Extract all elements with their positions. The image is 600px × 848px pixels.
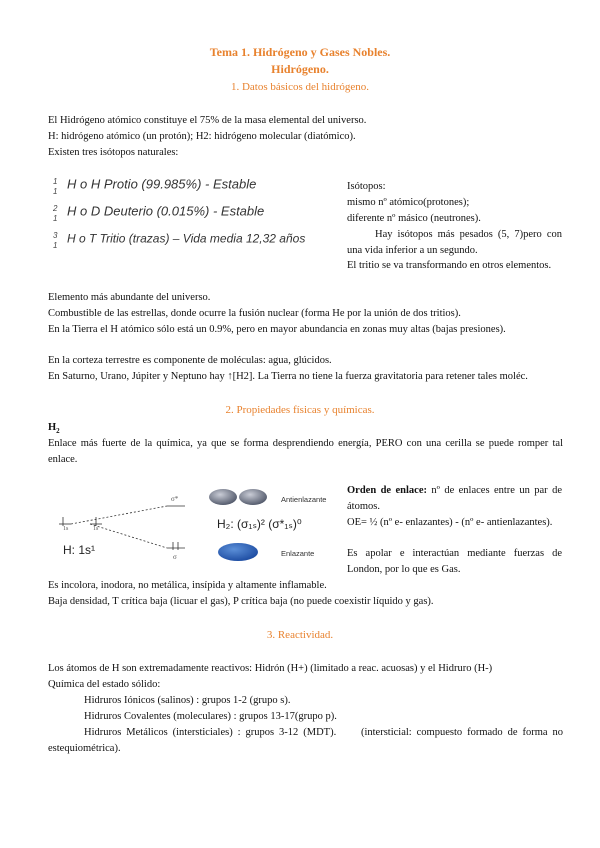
nuclide-symbol: 2 1 (53, 204, 58, 223)
h-electron-config: H: 1s¹ (63, 543, 96, 557)
isotopes-note-3: diferente nº másico (neutrones). (347, 213, 481, 224)
property-1: Es incolora, inodora, no metálica, insípida y altamente inflamable. (48, 580, 327, 591)
h2-electron-config: H₂: (σ₁ₛ)² (σ*₁ₛ)⁰ (217, 517, 302, 531)
intro-line-1: El Hidrógeno atómico constituye el 75% de la masa elemental del universo. (48, 115, 367, 126)
apolar-text: Es apolar e interactúan mediante fuerzas de London, por lo que es Gas. (347, 548, 562, 575)
isotopes-note-2: mismo nº atómico(protones); (347, 197, 470, 208)
fact-2: Combustible de las estrellas, donde ocurre la fusión nuclear (forma He por la unión de dos tritios). (48, 308, 461, 319)
antibonding-label: Antienlazante (281, 495, 327, 504)
bond-order-definition: Orden de enlace: nº de enlaces entre un par de átomos. (347, 485, 562, 512)
hydride-ionic: Hidruros Iónicos (salinos) : grupos 1-2 (grupo s). (84, 695, 291, 706)
antibonding-lobe-right (239, 489, 267, 505)
sigma-star-label: σ* (171, 495, 179, 503)
fact-1: Elemento más abundante del universo. (48, 292, 211, 303)
section-2-heading: 2. Propiedades físicas y químicas. (225, 404, 375, 416)
isotopes-note-5: El tritio se va transformando en otros elementos. (347, 260, 552, 271)
isotope-tritio: 3 1 H o T Tritio (trazas) – Vida media 12,32 años (53, 231, 306, 250)
property-2: Baja densidad, T crítica baja (licuar el gas), P crítica baja (no puede coexistir líquido y gas). (48, 596, 434, 607)
intro-line-3: Existen tres isótopos naturales: (48, 147, 179, 158)
fact-3: En la Tierra el H atómico sólo está un 0.9%, pero en mayor abundancia en zonas muy altas (bajas presiones). (48, 324, 506, 335)
fact-5: En Saturno, Urano, Júpiter y Neptuno hay ↑[H2]. La Tierra no tiene la fuerza gravitatoria para retener tales moléc. (48, 371, 528, 382)
reactivity-line-2: Química del estado sólido: (48, 679, 161, 690)
antibonding-lobe-left (209, 489, 237, 505)
isotopes-note-4: Hay isótopos más pesados (5, 7)pero con una vida inferior a un segundo. (347, 229, 562, 256)
fact-4: En la corteza terrestre es componente de moléculas: agua, glúcidos. (48, 355, 332, 366)
hydride-metallic: Hidruros Metálicos (intersticiales) : grupos 3-12 (MDT). (intersticial: compuesto formado de forma no estequiométrica). (48, 727, 563, 754)
isotopes-figure (53, 176, 338, 257)
hydride-covalent: Hidruros Covalentes (moleculares) : grupos 13-17(grupo p). (84, 711, 337, 722)
sigma-label: σ (173, 553, 177, 561)
level-label-1s-left: 1s (63, 526, 69, 532)
reactivity-line-1: Los átomos de H son extremadamente reactivos: Hidrón (H+) (limitado a reac. acuosas) y el Hidruro (H-) (48, 663, 493, 674)
bond-strength-text: Enlace más fuerte de la química, ya que se forma desprendiendo energía, PERO con una cerilla se puede romper tal enlace. (48, 438, 563, 465)
section-1-heading: 1. Datos básicos del hidrógeno. (230, 81, 370, 93)
bonding-label: Enlazante (281, 549, 315, 558)
page-title: Tema 1. Hidrógeno y Gases Nobles. (209, 45, 391, 59)
molecular-orbital-diagram (55, 483, 340, 575)
h2-heading: $H_2$ (48, 422, 60, 436)
isotopes-note-1: Isótopos: (347, 181, 386, 192)
nuclide-symbol: 1 1 (53, 177, 58, 196)
bonding-orbital (218, 543, 258, 561)
intro-line-2: H: hidrógeno atómico (un protón); H2: hidrógeno molecular (diatómico). (48, 131, 356, 142)
isotope-protio: 1 1 H o H Protio (99.985%) - Estable (53, 176, 257, 196)
page-subtitle: Hidrógeno. (271, 62, 329, 76)
nuclide-symbol: 3 1 (53, 231, 58, 250)
bond-order-formula: OE= ½ (nº e- enlazantes) - (nº e- antienlazantes). (347, 517, 553, 528)
level-label-1s-right: 1s (93, 526, 99, 532)
section-3-heading: 3. Reactividad. (266, 629, 334, 641)
isotope-deuterio: 2 1 H o D Deuterio (0.015%) - Estable (53, 203, 265, 223)
